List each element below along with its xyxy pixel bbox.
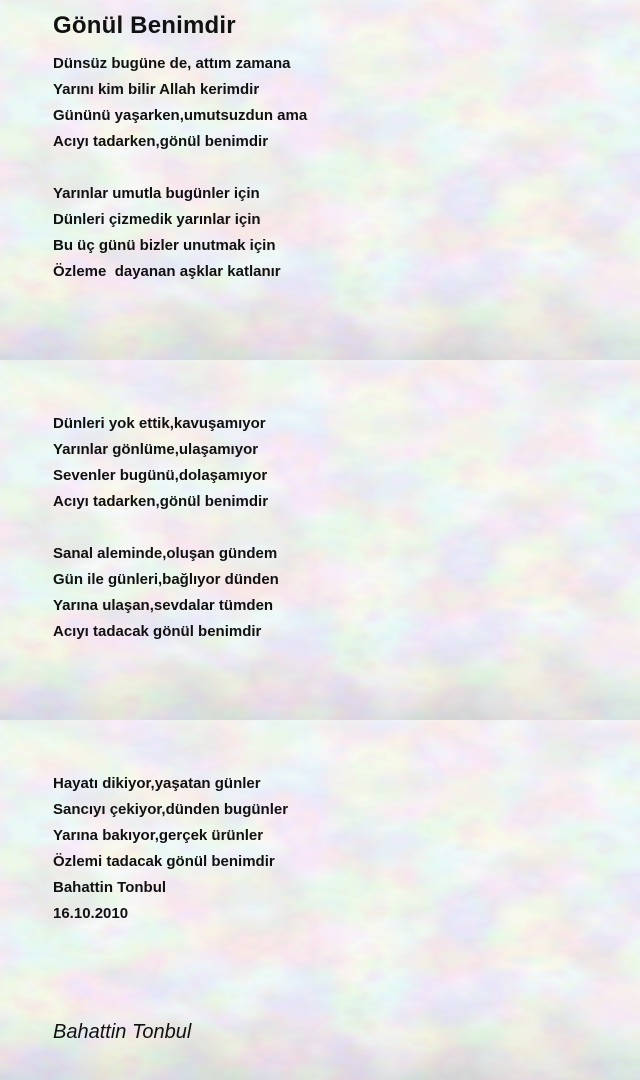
- poem-line: Yarına bakıyor,gerçek ürünler: [53, 827, 264, 844]
- poem-date-line: 16.10.2010: [53, 905, 129, 922]
- poem-line: Dünleri çizmedik yarınlar için: [53, 211, 261, 228]
- poem-line: Gününü yaşarken,umutsuzdun ama: [53, 107, 308, 124]
- poem-line: Özleme dayanan aşklar katlanır: [53, 263, 281, 280]
- stanza-5: [53, 771, 288, 927]
- stanza-3: [53, 411, 268, 515]
- poem-line: Özlemi tadacak gönül benimdir: [53, 853, 275, 870]
- poem-line: Acıyı tadacak gönül benimdir: [53, 623, 262, 640]
- poem-line: Sanal aleminde,oluşan gündem: [53, 545, 278, 562]
- poem-line: Dünleri yok ettik,kavuşamıyor: [53, 415, 266, 432]
- stanza-1: [53, 51, 307, 155]
- poem-line: Yarınlar umutla bugünler için: [53, 185, 260, 202]
- poem-line: Acıyı tadarken,gönül benimdir: [53, 493, 269, 510]
- poem-line: Sevenler bugünü,dolaşamıyor: [53, 467, 268, 484]
- poem-line: Hayatı dikiyor,yaşatan günler: [53, 775, 261, 792]
- poem-line: Yarınlar gönlüme,ulaşamıyor: [53, 441, 259, 458]
- poem-line: Sancıyı çekiyor,dünden bugünler: [53, 801, 289, 818]
- author-signature: Bahattin Tonbul: [53, 1021, 192, 1043]
- poem-line: Acıyı tadarken,gönül benimdir: [53, 133, 269, 150]
- stanza-2: [53, 181, 281, 285]
- poem-author-line: Bahattin Tonbul: [53, 879, 167, 896]
- poem-line: Gün ile günleri,bağlıyor dünden: [53, 571, 279, 588]
- poem-title: Gönül Benimdir: [53, 12, 236, 39]
- poem-line: Bu üç günü bizler unutmak için: [53, 237, 276, 254]
- poem-line: Yarını kim bilir Allah kerimdir: [53, 81, 260, 98]
- poem-line: Dünsüz bugüne de, attım zamana: [53, 55, 291, 72]
- stanza-4: [53, 541, 279, 645]
- poem-line: Yarına ulaşan,sevdalar tümden: [53, 597, 274, 614]
